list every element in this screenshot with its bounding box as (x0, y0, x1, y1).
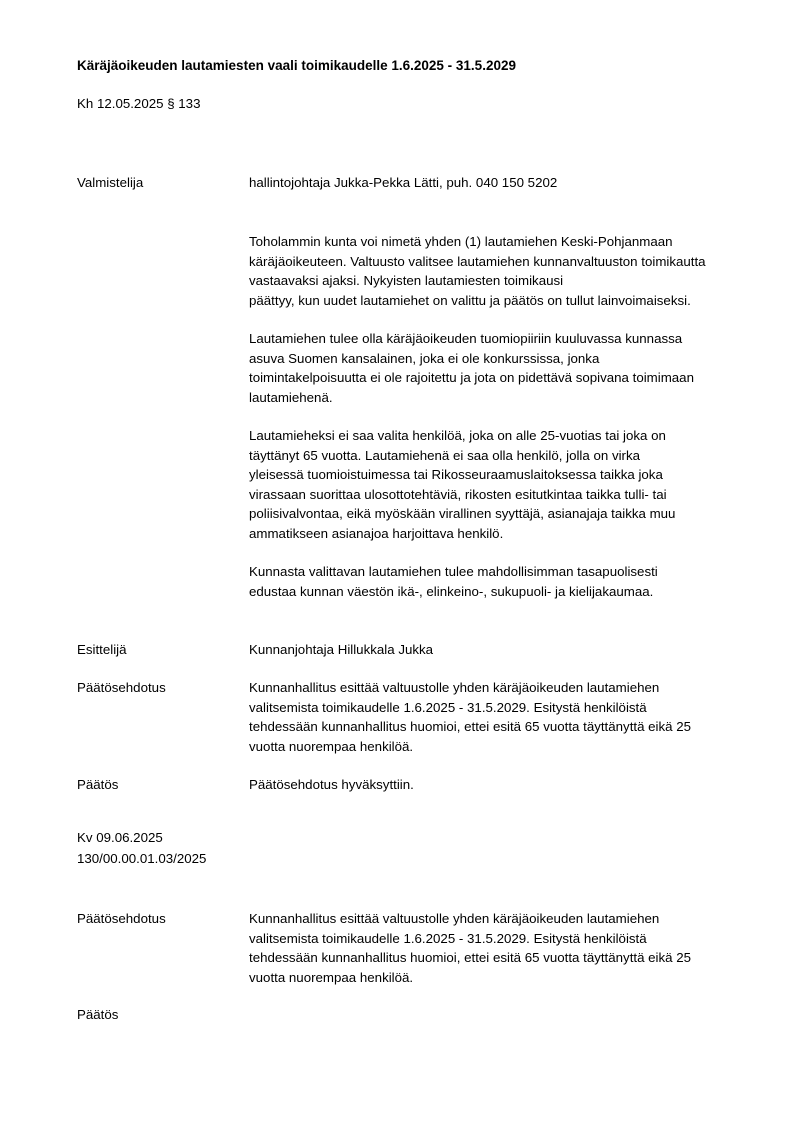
esittelija-value: Kunnanjohtaja Hillukkala Jukka (249, 642, 434, 657)
text-line: vuotta nuorempaa henkilöä. (249, 738, 414, 754)
text-line: käräjäoikeuteen. Valtuusto valitsee lautamiehen kunnanvaltuuston toimikautta (249, 253, 706, 269)
text-line: Toholammin kunta voi nimetä yhden (1) lautamiehen Keski-Pohjanmaan (249, 234, 673, 249)
valmistelija-label: Valmistelija (77, 175, 144, 190)
text-line: täyttänyt 65 vuotta. Lautamiehenä ei saa olla henkilö, jolla on virka (249, 447, 641, 463)
body-paragraph-2 (249, 329, 761, 407)
text-line: Lautamieheksi ei saa valita henkilöä, joka on alle 25-vuotias tai joka on (249, 428, 666, 443)
text-line: vuotta nuorempaa henkilöä. (249, 969, 414, 985)
text-line: valitsemista toimikaudelle 1.6.2025 - 31.5.2029. Esitystä henkilöistä (249, 699, 647, 715)
text-line: päättyy, kun uudet lautamiehet on valittu ja päätös on tullut lainvoimaiseksi. (249, 292, 691, 308)
text-line: asuva Suomen kansalainen, joka ei ole konkurssissa, jonka (249, 350, 600, 366)
valmistelija-value: hallintojohtaja Jukka-Pekka Lätti, puh. 040 150 5202 (249, 175, 558, 190)
text-line: tehdessään kunnanhallitus huomioi, ettei esitä 65 vuotta täyttänyttä eikä 25 (249, 719, 692, 734)
text-line: Kunnasta valittavan lautamiehen tulee mahdollisimman tasapuolisesti (249, 564, 658, 579)
text-line: vastaavaksi ajaksi. Nykyisten lautamiesten toimikausi (249, 273, 564, 288)
kh-reference: Kh 12.05.2025 § 133 (77, 96, 201, 111)
text-line: ammatikseen asianajoa harjoittava henkilö. (249, 525, 504, 541)
text-line: poliisivalvontaa, eikä myöskään virallinen syyttäjä, asianajaja taikka muu (249, 506, 676, 521)
text-line: toimintakelpoisuutta ei ole rajoitettu ja jota on pidettävä sopivana toimimaan (249, 370, 694, 385)
text-line: tehdessään kunnanhallitus huomioi, ettei esitä 65 vuotta täyttänyttä eikä 25 (249, 950, 692, 965)
text-line: lautamiehenä. (249, 389, 333, 405)
text-line: Kunnanhallitus esittää valtuustolle yhden käräjäoikeuden lautamiehen (249, 680, 660, 695)
text-line: valitsemista toimikaudelle 1.6.2025 - 31.5.2029. Esitystä henkilöistä (249, 930, 647, 946)
body-paragraph-1 (249, 232, 761, 310)
text-line: edustaa kunnan väestön ikä-, elinkeino-, sukupuoli- ja kielijakaumaa. (249, 583, 654, 599)
esittelija-label: Esittelijä (77, 642, 127, 657)
body-paragraph-4 (249, 562, 761, 601)
kv-reference: Kv 09.06.2025 (77, 830, 163, 845)
body-paragraph-3 (249, 426, 761, 543)
paatosehdotus-kv-label: Päätösehdotus (77, 911, 166, 926)
text-line: yleisessä tuomioistuimessa tai Rikosseuraamuslaitoksessa taikka joka (249, 467, 663, 482)
text-line: Kunnanhallitus esittää valtuustolle yhden käräjäoikeuden lautamiehen (249, 911, 660, 926)
text-line: virassaan suorittaa ulosottotehtäviä, rikosten esitutkintaa taikka tulli- tai (249, 486, 667, 502)
paatos-kh-value: Päätösehdotus hyväksyttiin. (249, 777, 414, 792)
paatosehdotus-kh-text (249, 678, 761, 756)
kv-number: 130/00.00.01.03/2025 (77, 851, 207, 866)
text-line: Lautamiehen tulee olla käräjäoikeuden tuomiopiiriin kuuluvassa kunnassa (249, 331, 683, 346)
paatos-kv-label: Päätös (77, 1007, 119, 1022)
paatosehdotus-kh-label: Päätösehdotus (77, 680, 166, 695)
paatosehdotus-kv-text (249, 909, 761, 987)
paatos-kh-label: Päätös (77, 777, 119, 792)
document-title: Käräjäoikeuden lautamiesten vaali toimikaudelle 1.6.2025 - 31.5.2029 (77, 58, 516, 73)
